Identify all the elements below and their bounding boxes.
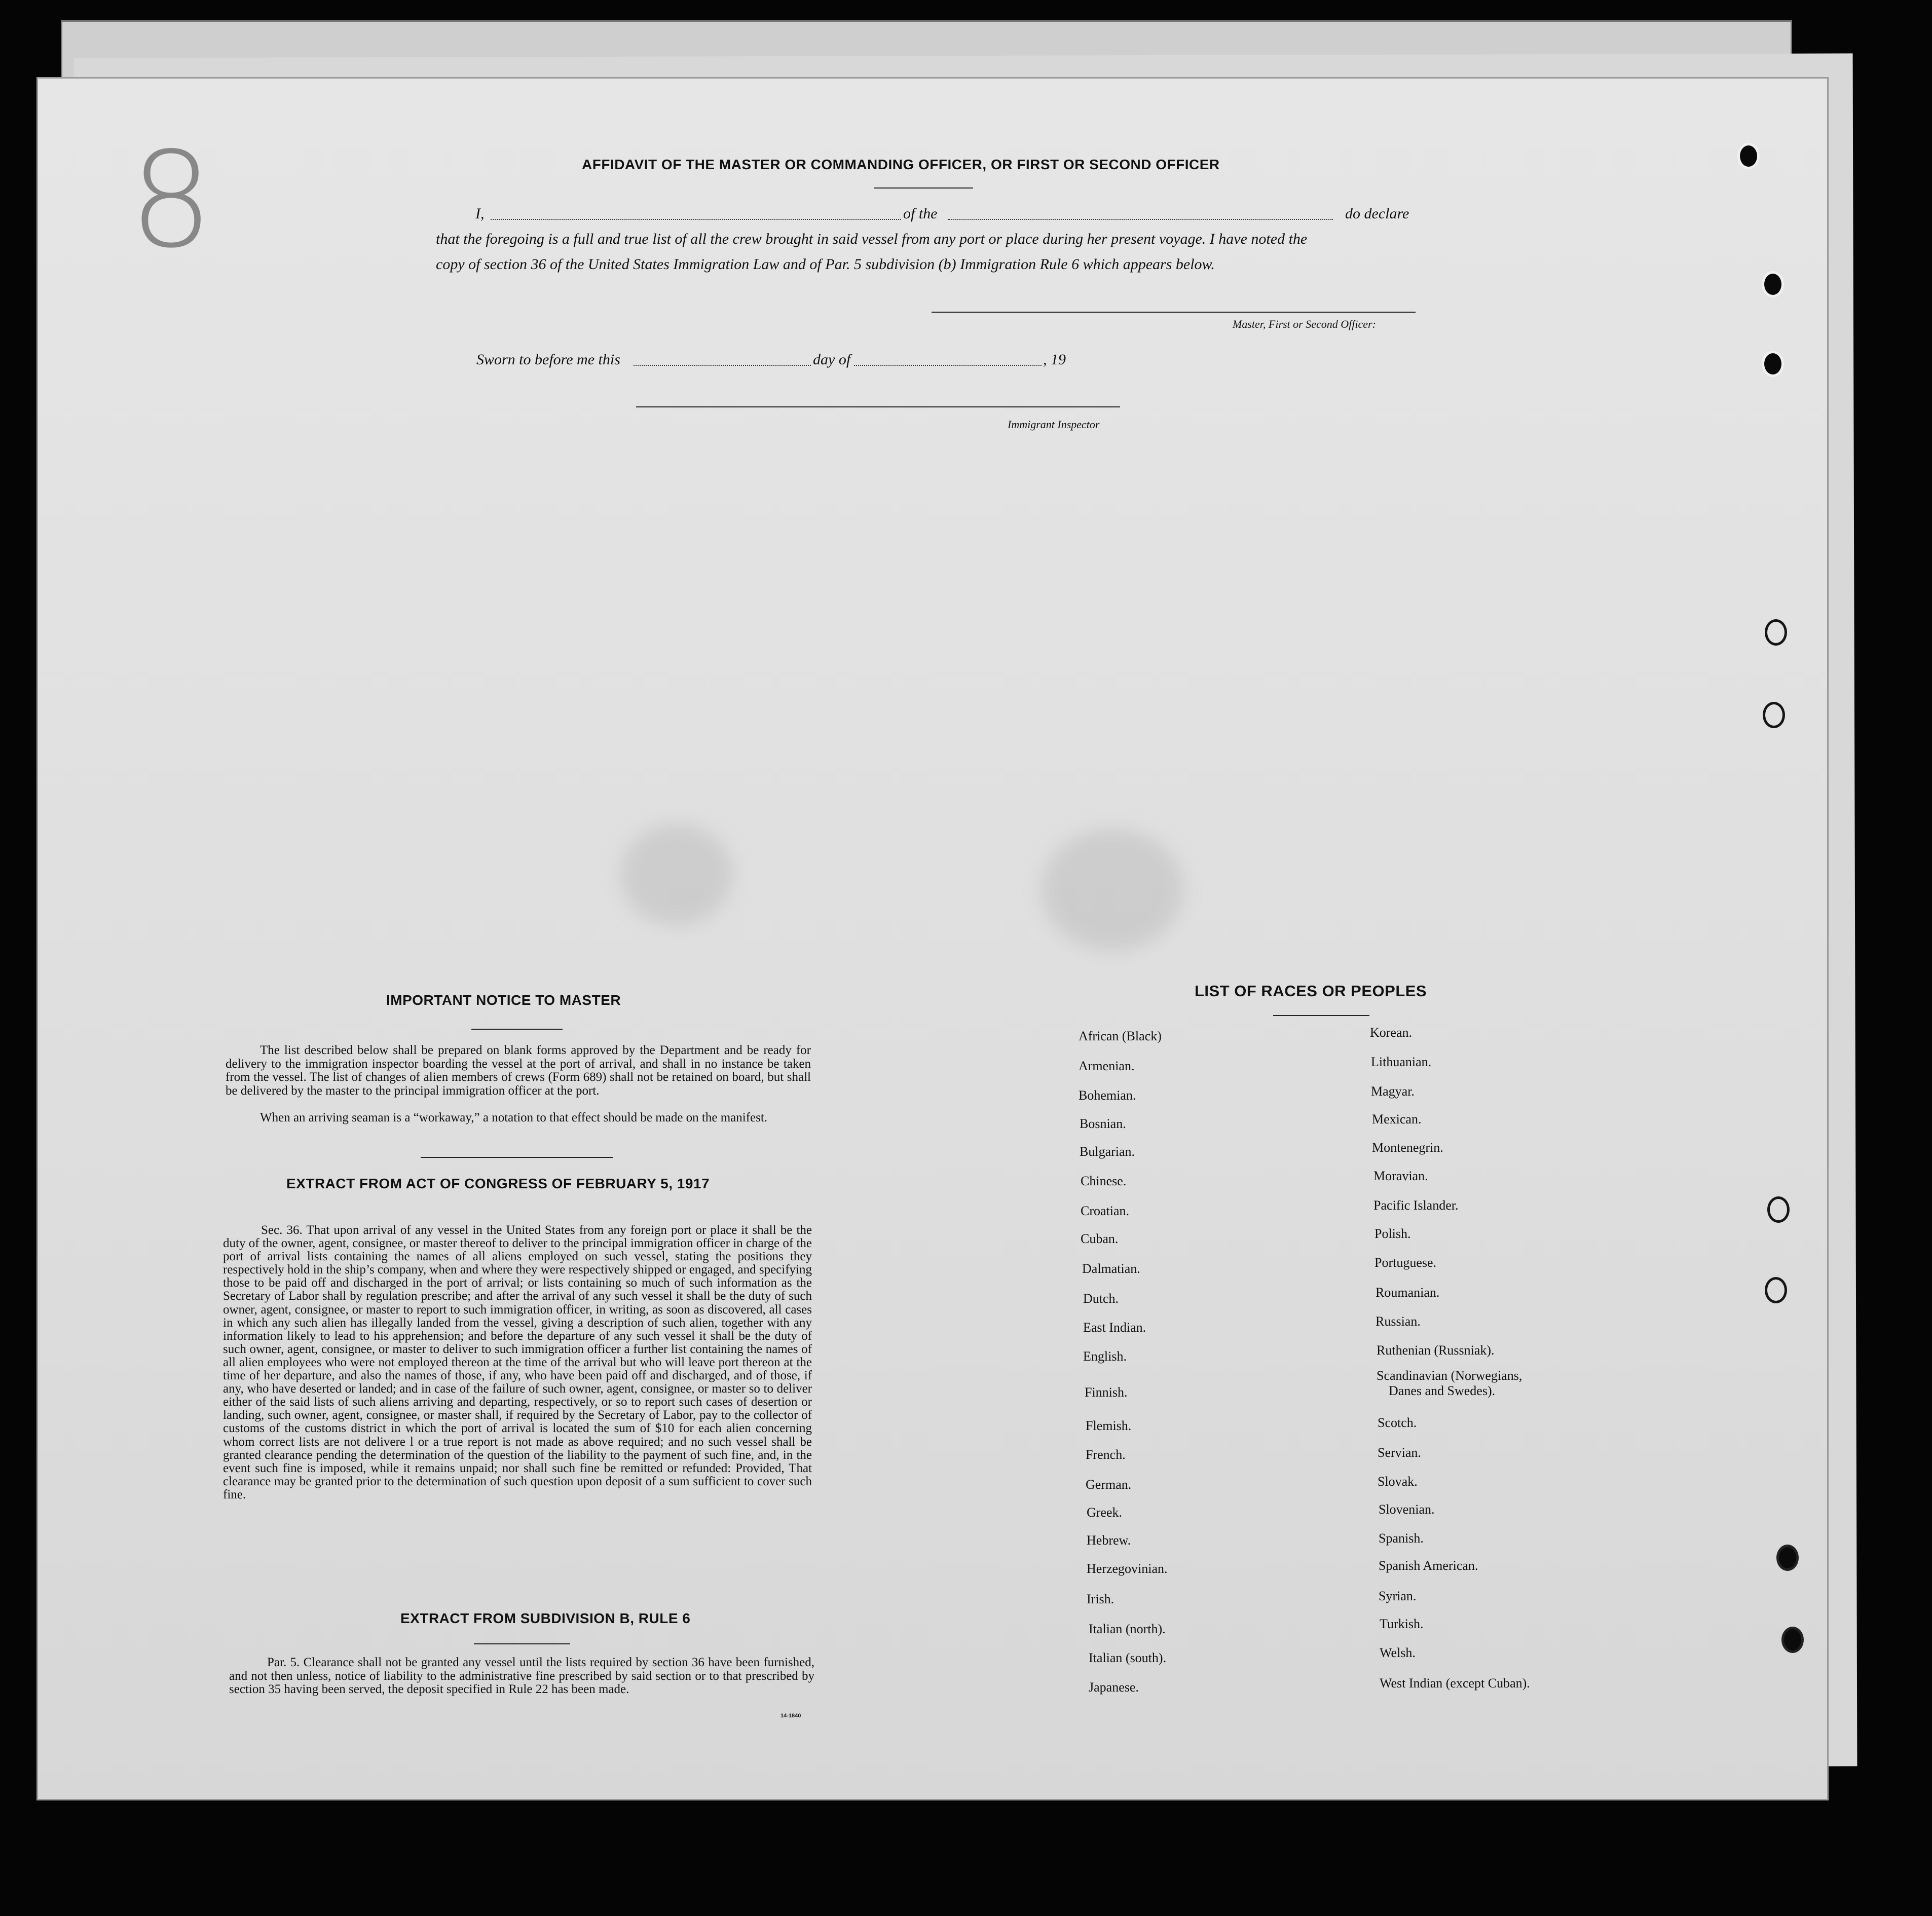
race-item: Servian. xyxy=(1378,1445,1421,1460)
race-item: Cuban. xyxy=(1081,1231,1119,1246)
form-number: 14-1840 xyxy=(781,1713,801,1719)
master-signature-label: Master, First or Second Officer: xyxy=(1233,318,1376,330)
extract-rule-heading: EXTRACT FROM SUBDIVISION B, RULE 6 xyxy=(400,1610,691,1626)
race-item: Lithuanian. xyxy=(1371,1055,1432,1069)
affidavit-line1-mid: of the xyxy=(903,205,938,222)
handwritten-page-number: 8 xyxy=(129,124,213,277)
sworn-day-line xyxy=(634,365,811,366)
extract-rule-rule xyxy=(474,1643,570,1644)
race-item: Turkish. xyxy=(1380,1617,1424,1631)
race-item: Armenian. xyxy=(1079,1059,1135,1073)
document-page xyxy=(38,79,1827,1799)
affidavit-heading: AFFIDAVIT OF THE MASTER OR COMMANDING OFFICER, OR FIRST OR SECOND OFFICER xyxy=(582,157,1220,172)
binder-hole xyxy=(1765,619,1787,646)
sworn-year: , 19 xyxy=(1043,351,1066,368)
race-item: Syrian. xyxy=(1379,1589,1417,1603)
race-item: German. xyxy=(1086,1477,1132,1492)
master-signature-line xyxy=(932,312,1416,313)
affidavit-line1-suffix: do declare xyxy=(1345,205,1409,222)
race-item: Bosnian. xyxy=(1080,1116,1126,1131)
extract-act-body: Sec. 36. That upon arrival of any vessel in the United States from any foreign port or place it shall be the duty of the owner, agent, consignee, or master thereof to deliver to the principal immigration officer in charge of the port of arrival lists containing the names of all aliens employed on such vessel, stating the positions they respectively hold in the ship’s company, when and where they were respectively shipped or engaged, and specifying those to be paid off and discharged in the port of arrival; or lists containing so much of such information as the Secretary of Labor shall by regulation prescribe; and after the arrival of any such vessel it shall be the duty of such owner, agent, consignee, or master to report to such immigration officer, in writing, as soon as discovered, all cases in which any such alien has illegally landed from the vessel, giving a description of such alien, together with any information likely to lead to his apprehension; and before the departure of any such vessel it shall be the duty of such owner, agent, consignee, or master to deliver to such immigration officer a further list containing the names of all alien employees who were not employed thereon at the time of the arrival but who will leave port thereon at the time of her departure, and also the names of those, if any, who have been paid off and discharged, and of those, if any, who have deserted or landed; and in case of the failure of such owner, agent, consignee, or master so to deliver either of the said lists of such aliens arriving and departing, respectively, or so to report such cases of desertion or landing, such owner, agent, consignee, or master shall, if required by the Secretary of Labor, pay to the collector of customs of the customs district in which the port of arrival is located the sum of $10 for each alien concerning whom correct lists are not delivere l or a true report is not made as above required; and no such vessel shall be granted clearance pending the determination of the question of the liability to the payment of such fine, and, in the event such fine is imposed, while it remains unpaid; nor shall such fine be remitted or refunded: Provided, That clearance may be granted prior to the determination of such question upon deposit of a sum sufficient to cover such fine. xyxy=(223,1223,812,1501)
race-item: East Indian. xyxy=(1083,1320,1146,1335)
binder-hole xyxy=(1762,351,1784,377)
binder-hole xyxy=(1737,143,1760,169)
binder-hole xyxy=(1781,1627,1804,1653)
notice-paragraph-1: The list described below shall be prepared on blank forms approved by the Department and be ready for delivery to the immigration inspector boarding the vessel at the port of arrival, and shall in no instance be taken from the vessel. The list of changes of alien members of crews (Form 689) shall not be retained on board, but shall be delivered by the master to the principal immigration officer at the port. xyxy=(226,1043,811,1098)
affidavit-line2: that the foregoing is a full and true list of all the crew brought in said vessel from any port or place during her present voyage. I have noted the xyxy=(436,231,1308,247)
notice-end-rule xyxy=(421,1157,613,1158)
race-item: Japanese. xyxy=(1089,1680,1139,1695)
inspector-signature-line xyxy=(636,406,1120,407)
race-item: Flemish. xyxy=(1086,1418,1132,1433)
race-item: Danes and Swedes). xyxy=(1389,1383,1496,1398)
race-item: Bohemian. xyxy=(1079,1088,1136,1103)
race-item: Roumanian. xyxy=(1376,1285,1440,1300)
race-item: Italian (south). xyxy=(1089,1650,1167,1665)
extract-act-heading: EXTRACT FROM ACT OF CONGRESS OF FEBRUARY 5, 1917 xyxy=(286,1176,710,1191)
race-item: Dutch. xyxy=(1083,1291,1119,1306)
race-item: Slovenian. xyxy=(1379,1502,1435,1517)
sworn-prefix: Sworn to before me this xyxy=(476,351,620,368)
race-item: English. xyxy=(1083,1349,1127,1364)
race-item: African (Black) xyxy=(1079,1029,1162,1043)
races-rule xyxy=(1273,1015,1369,1016)
race-item: Dalmatian. xyxy=(1082,1261,1140,1276)
binder-hole xyxy=(1767,1196,1790,1223)
extract-rule-body: Par. 5. Clearance shall not be granted any vessel until the lists required by section 36 have been furnished, and not then unless, notice of liability to the administrative fine prescribed by said section or to that prescribed by section 35 having been served, the deposit specified in Rule 22 has been made. xyxy=(229,1656,814,1696)
race-item: Moravian. xyxy=(1373,1169,1428,1183)
race-item: Bulgarian. xyxy=(1080,1144,1135,1159)
race-item: Italian (north). xyxy=(1089,1622,1166,1636)
race-item: Russian. xyxy=(1376,1314,1421,1329)
race-item: Ruthenian (Russniak). xyxy=(1377,1343,1495,1358)
race-item: Spanish American. xyxy=(1379,1558,1478,1573)
binder-hole xyxy=(1762,271,1784,297)
race-item: Portuguese. xyxy=(1374,1255,1437,1270)
race-item: Finnish. xyxy=(1085,1385,1128,1400)
affidavit-line3: copy of section 36 of the United States Immigration Law and of Par. 5 subdivision (b) Immigration Rule 6 which appears below. xyxy=(436,256,1215,273)
race-item: Scandinavian (Norwegians, xyxy=(1377,1368,1522,1383)
sworn-day: day of xyxy=(813,351,851,368)
binder-hole xyxy=(1765,1277,1787,1303)
binder-hole xyxy=(1763,702,1785,728)
race-item: Mexican. xyxy=(1372,1112,1422,1126)
stain xyxy=(621,823,732,925)
vessel-signature-line xyxy=(948,219,1333,220)
notice-rule xyxy=(471,1029,563,1030)
binder-hole xyxy=(1776,1545,1799,1571)
race-item: Hebrew. xyxy=(1087,1533,1131,1548)
race-item: Spanish. xyxy=(1379,1531,1424,1546)
race-item: French. xyxy=(1086,1447,1126,1462)
race-item: Welsh. xyxy=(1380,1645,1416,1660)
race-item: Korean. xyxy=(1370,1025,1413,1040)
inspector-label: Immigrant Inspector xyxy=(1008,418,1100,431)
race-item: Pacific Islander. xyxy=(1373,1198,1459,1213)
race-item: Croatian. xyxy=(1081,1204,1130,1218)
race-item: Irish. xyxy=(1087,1592,1114,1606)
race-item: Polish. xyxy=(1374,1226,1411,1241)
name-signature-line xyxy=(491,219,901,220)
race-item: West Indian (except Cuban). xyxy=(1380,1676,1530,1690)
race-item: Scotch. xyxy=(1378,1415,1417,1430)
race-item: Herzegovinian. xyxy=(1087,1561,1168,1576)
notice-paragraph-2: When an arriving seaman is a “workaway,” a notation to that effect should be made on the manifest. xyxy=(260,1111,768,1124)
race-item: Slovak. xyxy=(1378,1474,1418,1489)
heading-rule xyxy=(874,187,973,189)
race-item: Greek. xyxy=(1087,1505,1123,1520)
sworn-month-line xyxy=(854,365,1042,366)
race-item: Chinese. xyxy=(1081,1174,1127,1188)
race-item: Montenegrin. xyxy=(1372,1140,1443,1155)
race-item: Magyar. xyxy=(1371,1084,1415,1099)
notice-heading: IMPORTANT NOTICE TO MASTER xyxy=(386,992,621,1008)
races-heading: LIST OF RACES OR PEOPLES xyxy=(1195,982,1427,1000)
stain xyxy=(1042,829,1183,950)
affidavit-line1-prefix: I, xyxy=(475,205,485,222)
